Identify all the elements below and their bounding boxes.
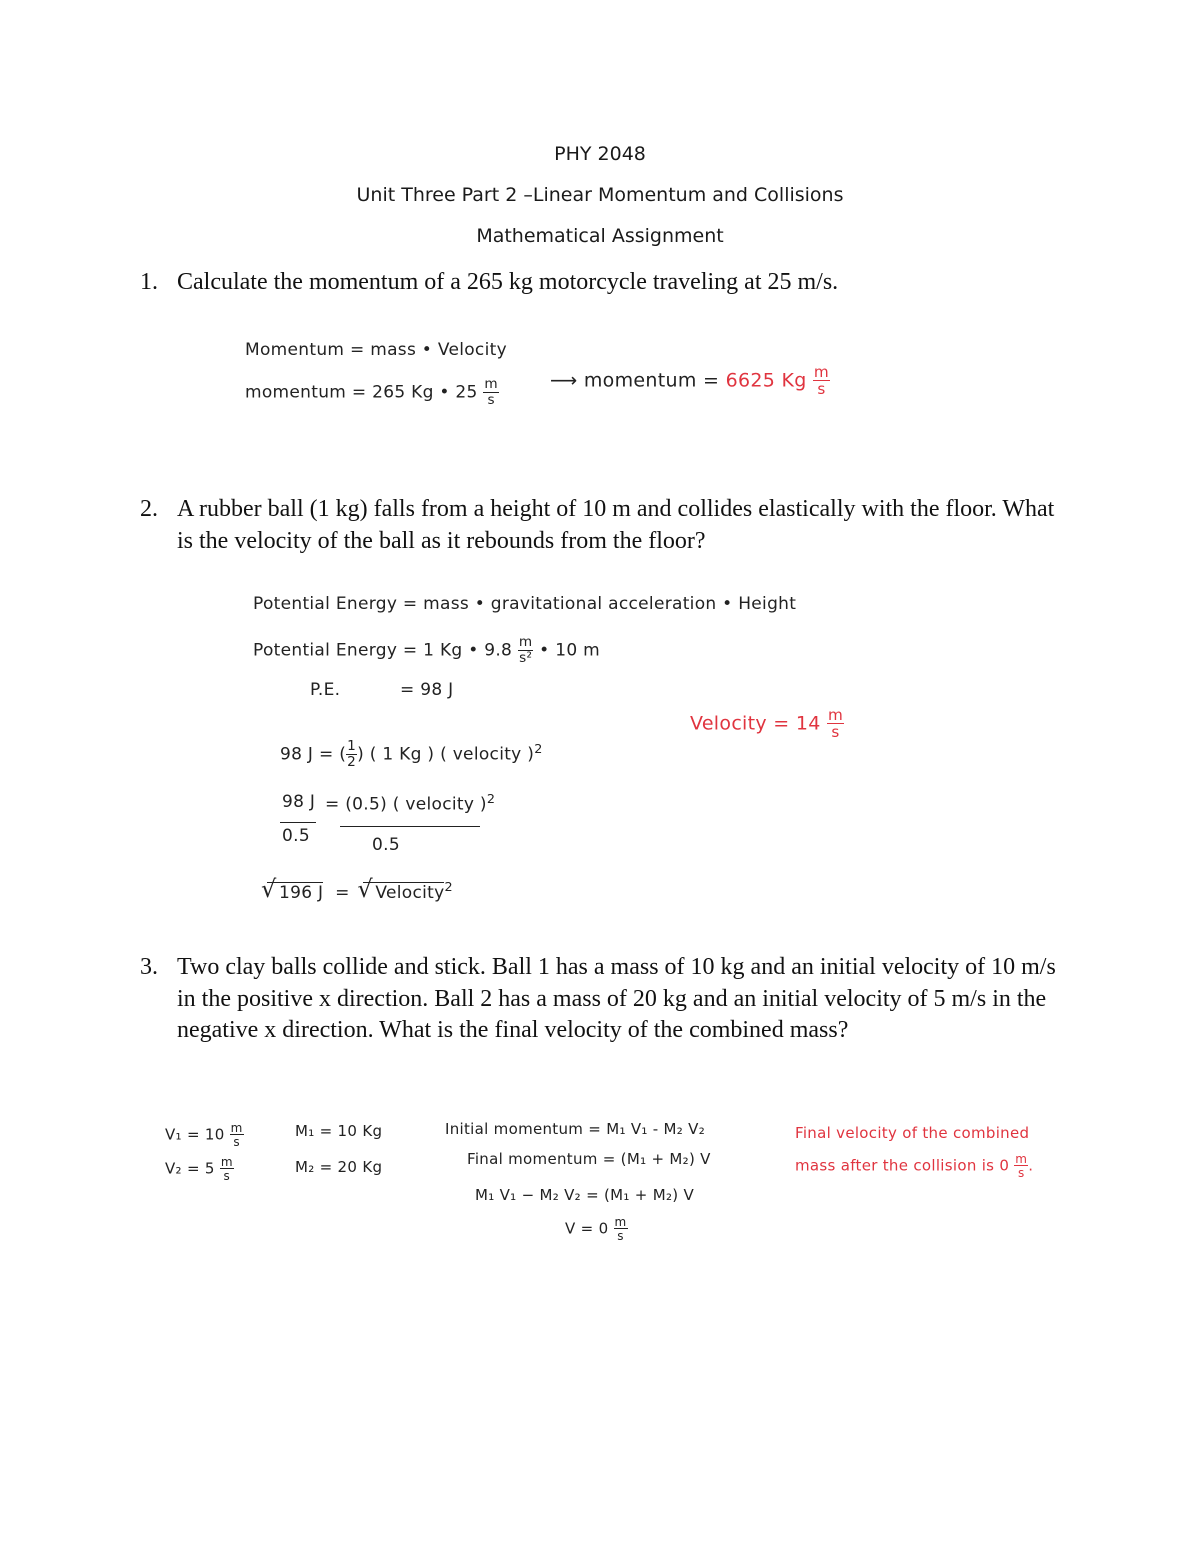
work3-v1 — [165, 1122, 244, 1148]
frac-den: s² — [519, 649, 533, 666]
work3-answer-line1: Final velocity of the combined — [795, 1124, 1030, 1142]
work2-sqrt-exponent: 2 — [444, 880, 453, 895]
work3-answer-text: mass after the collision is 0 — [795, 1156, 1010, 1175]
work3-answer-line2 — [795, 1153, 1033, 1179]
work2-unit-fraction — [518, 636, 534, 665]
work2-answer-unit — [827, 708, 844, 740]
frac-num: m — [518, 634, 533, 650]
work3-v2-unit — [220, 1156, 234, 1182]
frac-den: s — [817, 380, 826, 399]
question-number: 2. — [140, 496, 158, 522]
work1-formula: Momentum = mass • Velocity — [245, 340, 507, 360]
frac-num: m — [614, 1215, 627, 1229]
work3-final: Final momentum = (M₁ + M₂) V — [467, 1150, 711, 1168]
work3-v1-text: V₁ = 10 — [165, 1125, 225, 1144]
frac-num: m — [827, 706, 844, 724]
frac-num: m — [1015, 1152, 1028, 1166]
question-1 — [140, 267, 1060, 299]
work2-energy-equation — [280, 740, 543, 769]
work3-v1-unit — [230, 1122, 244, 1148]
work2-divide-line-right — [340, 826, 480, 827]
assignment-title: Mathematical Assignment — [476, 225, 724, 247]
work2-divide-line-left — [280, 822, 316, 823]
work2-eq1-exponent: 2 — [534, 741, 543, 757]
work2-answer — [690, 708, 844, 740]
work3-answer-end: . — [1028, 1156, 1034, 1175]
work2-formula: Potential Energy = mass • gravitational acceleration • Height — [253, 594, 797, 614]
question-text: A rubber ball (1 kg) falls from a height of 10 m and collides elastically with the floor. What is the velocity of the ball as it rebounds from the floor? — [177, 496, 1055, 554]
frac-den: 2 — [347, 753, 357, 770]
work1-answer — [550, 365, 830, 397]
work2-eq1-prefix: 98 J = ( — [280, 744, 347, 765]
work2-eq1-suffix: ) ( 1 Kg ) ( velocity ) — [357, 744, 535, 765]
course-title: PHY 2048 — [554, 143, 646, 165]
work2-eq2-mid — [325, 792, 495, 815]
frac-num: m — [484, 376, 498, 392]
work1-answer-value: 6625 Kg — [725, 369, 807, 392]
work2-eq2-den-right: 0.5 — [372, 835, 400, 855]
work3-v2 — [165, 1156, 234, 1182]
work2-eq2-exponent: 2 — [486, 792, 496, 807]
work2-answer-prefix: Velocity = 14 — [690, 712, 821, 735]
work1-substitution-text: momentum = 265 Kg • 25 — [245, 382, 478, 403]
work2-substitution-text: Potential Energy = 1 Kg • 9.8 — [253, 640, 513, 661]
work2-substitution-suffix: • 10 m — [539, 640, 600, 661]
work2-pe-label: P.E. — [310, 680, 341, 700]
work2-sqrt-left: √ 196 J — [267, 882, 323, 903]
work2-pe-value: = 98 J — [400, 680, 454, 700]
work3-result-text: V = 0 — [565, 1219, 609, 1238]
question-number: 3. — [140, 954, 158, 980]
question-text: Calculate the momentum of a 265 kg motorcycle traveling at 25 m/s. — [177, 269, 839, 295]
question-text: Two clay balls collide and stick. Ball 1 has a mass of 10 kg and an initial velocity of 10 m/s in the positive x direction. Ball 2 has a mass of 20 kg and an initial velocity of 5 m/s in the negative x direction. What is the final velocity of the combined mass? — [177, 954, 1056, 1043]
question-3 — [140, 952, 1060, 1047]
work2-eq2-mid-text: = (0.5) ( velocity ) — [325, 794, 487, 815]
frac-den: s — [223, 1169, 231, 1183]
work3-initial: Initial momentum = M₁ V₁ - M₂ V₂ — [445, 1120, 706, 1138]
work1-unit-fraction — [483, 378, 499, 407]
work1-answer-prefix: ⟶ momentum = — [550, 369, 720, 392]
frac-den: s — [487, 391, 495, 408]
work3-m1: M₁ = 10 Kg — [295, 1122, 383, 1140]
frac-den: s — [1018, 1166, 1025, 1180]
work2-sqrt-right: √ Velocity — [363, 882, 444, 903]
frac-num: m — [813, 363, 830, 381]
frac-num: m — [220, 1155, 233, 1169]
work1-substitution — [245, 378, 499, 407]
work2-substitution — [253, 636, 600, 665]
frac-num: m — [230, 1121, 243, 1135]
work2-sqrt-equals: = — [335, 882, 350, 903]
frac-den: s — [233, 1135, 240, 1149]
frac-num: 1 — [347, 738, 357, 754]
work3-m2: M₂ = 20 Kg — [295, 1158, 383, 1176]
work3-result-unit — [614, 1216, 628, 1242]
work2-sqrt-equation — [265, 880, 453, 903]
work3-result — [565, 1216, 628, 1242]
frac-den: s — [831, 723, 840, 742]
question-number: 1. — [140, 269, 158, 295]
work2-eq2-left: 98 J — [282, 792, 316, 812]
frac-den: s — [617, 1229, 624, 1243]
unit-title: Unit Three Part 2 –Linear Momentum and Collisions — [356, 184, 844, 206]
question-2 — [140, 494, 1060, 557]
work2-eq2-den-left: 0.5 — [282, 826, 310, 846]
work3-equation: M₁ V₁ − M₂ V₂ = (M₁ + M₂) V — [475, 1186, 695, 1204]
work3-answer-unit — [1014, 1153, 1028, 1179]
work3-v2-text: V₂ = 5 — [165, 1159, 215, 1178]
work2-half-fraction — [346, 740, 357, 769]
work1-answer-unit — [813, 365, 830, 397]
